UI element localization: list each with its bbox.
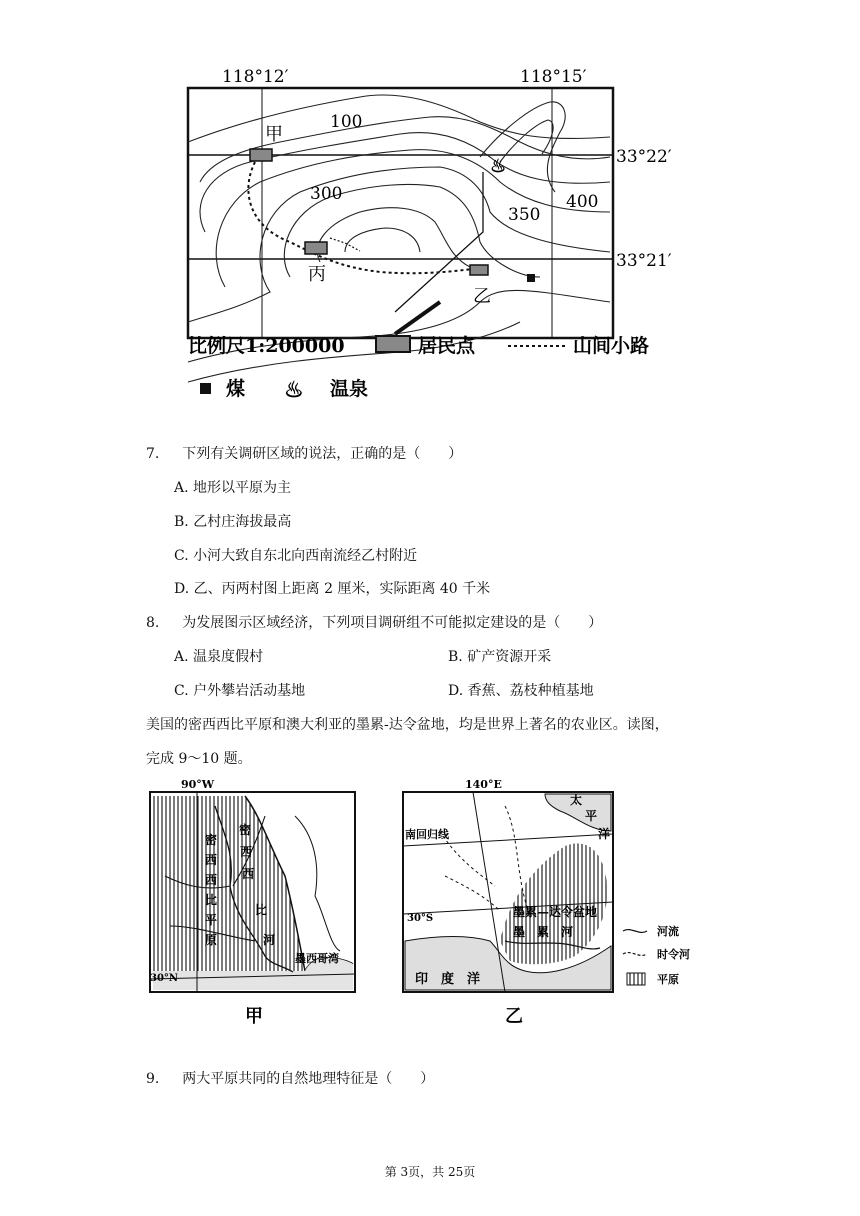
yi-river-label: 墨 累 河 xyxy=(513,925,574,939)
legend-coal-swatch xyxy=(200,383,211,394)
map-jia xyxy=(150,778,355,1027)
question-number: 7. xyxy=(146,446,160,462)
question-9 xyxy=(146,1069,434,1089)
river xyxy=(395,172,483,312)
q8-option-a: A. 温泉度假村 xyxy=(174,649,264,665)
lat-top-label: 33°22′ xyxy=(616,147,672,167)
svg-text:西: 西 xyxy=(242,867,255,881)
question-text: 下列有关调研区域的说法，正确的是（ ） xyxy=(182,446,463,462)
jia-lon-label: 90°W xyxy=(181,778,215,791)
q8-option-b: B. 矿产资源开采 xyxy=(448,649,552,665)
map2-legend xyxy=(623,924,690,986)
hot-spring-marker: ♨ xyxy=(490,156,507,177)
topographic-map-svg xyxy=(180,62,680,412)
yi-lon-label: 140°E xyxy=(465,778,502,791)
jia-caption: 甲 xyxy=(245,1006,263,1027)
coal-marker xyxy=(527,274,535,282)
svg-text:西: 西 xyxy=(240,845,253,859)
intro-line-1: 美国的密西西比平原和澳大利亚的墨累-达令盆地，均是世界上著名的农业区。读图， xyxy=(146,717,669,733)
plains-maps xyxy=(145,776,725,1036)
intro-line-2: 完成 9～10 题。 xyxy=(146,751,252,767)
question-7 xyxy=(146,444,462,464)
svg-text:比: 比 xyxy=(255,903,268,917)
yi-caption: 乙 xyxy=(505,1006,523,1027)
legend-hot-spring: 温泉 xyxy=(330,378,369,400)
question-number: 9. xyxy=(146,1071,160,1087)
svg-text:平: 平 xyxy=(205,913,218,927)
svg-text:太: 太 xyxy=(570,793,583,807)
contour-label-400: 400 xyxy=(566,192,599,212)
q8-option-c: C. 户外攀岩活动基地 xyxy=(174,683,306,699)
q7-option-b: B. 乙村庄海拔最高 xyxy=(174,514,292,530)
village-bing-marker xyxy=(305,242,327,254)
q7-option-c: C. 小河大致自东北向西南流经乙村附近 xyxy=(174,548,418,564)
svg-text:密: 密 xyxy=(205,833,218,847)
lon-left-label: 118°12′ xyxy=(222,67,289,87)
village-jia-marker xyxy=(250,149,272,161)
question-8 xyxy=(146,613,602,633)
yi-indian-ocean-label: 印 度 洋 xyxy=(415,972,481,987)
legend-plain: 平原 xyxy=(657,973,679,986)
svg-text:洋: 洋 xyxy=(598,827,611,841)
contour-label-300: 300 xyxy=(310,184,343,204)
map-yi xyxy=(403,778,613,1027)
jia-lat-label: 30°N xyxy=(150,973,179,984)
village-yi-label: 乙 xyxy=(473,286,491,307)
svg-text:河: 河 xyxy=(263,933,276,947)
question-text: 两大平原共同的自然地理特征是（ ） xyxy=(182,1071,435,1087)
legend-seasonal-river: 时令河 xyxy=(657,948,690,961)
question-text: 为发展图示区域经济，下列项目调研组不可能拟定建设的是（ ） xyxy=(182,615,603,631)
svg-text:西: 西 xyxy=(205,853,218,867)
jia-gulf-label: 墨西哥湾 xyxy=(295,952,339,965)
q7-option-a: A. 地形以平原为主 xyxy=(174,480,292,496)
legend-river: 河流 xyxy=(657,925,679,938)
svg-text:比: 比 xyxy=(205,893,218,907)
yi-lat-label: 30°S xyxy=(407,913,434,924)
lat-bottom-label: 33°21′ xyxy=(616,251,672,271)
legend-coal: 煤 xyxy=(226,378,246,400)
svg-text:密: 密 xyxy=(239,823,252,837)
legend-settlement-swatch xyxy=(376,336,410,352)
village-yi-marker xyxy=(470,265,488,275)
contour-label-100: 100 xyxy=(330,112,363,132)
mountain-trail xyxy=(248,162,480,273)
village-bing-label: 丙 xyxy=(308,264,326,285)
plains-maps-svg xyxy=(145,776,725,1036)
lon-right-label: 118°15′ xyxy=(520,67,587,87)
yi-tropic-label: 南回归线 xyxy=(405,828,449,841)
svg-text:平: 平 xyxy=(585,809,598,823)
page-footer: 第 3页，共 25页 xyxy=(384,1165,476,1179)
contour-label-350: 350 xyxy=(508,205,541,225)
river-mouth xyxy=(395,302,440,334)
legend-scale: 比例尺1:200000 xyxy=(188,335,345,357)
legend-trail: 山间小路 xyxy=(573,335,650,357)
q8-option-d: D. 香蕉、荔枝种植基地 xyxy=(448,683,594,699)
yi-basin-label: 墨累—达令盆地 xyxy=(513,905,598,919)
svg-text:西: 西 xyxy=(205,873,218,887)
question-number: 8. xyxy=(146,615,160,631)
legend-hot-spring-icon: ♨ xyxy=(284,377,304,403)
q7-option-d: D. 乙、丙两村图上距离 2 厘米，实际距离 40 千米 xyxy=(174,581,491,597)
village-jia-label: 甲 xyxy=(265,124,283,145)
legend-settlement: 居民点 xyxy=(418,335,476,357)
topographic-map xyxy=(180,62,680,412)
svg-text:原: 原 xyxy=(205,933,218,947)
